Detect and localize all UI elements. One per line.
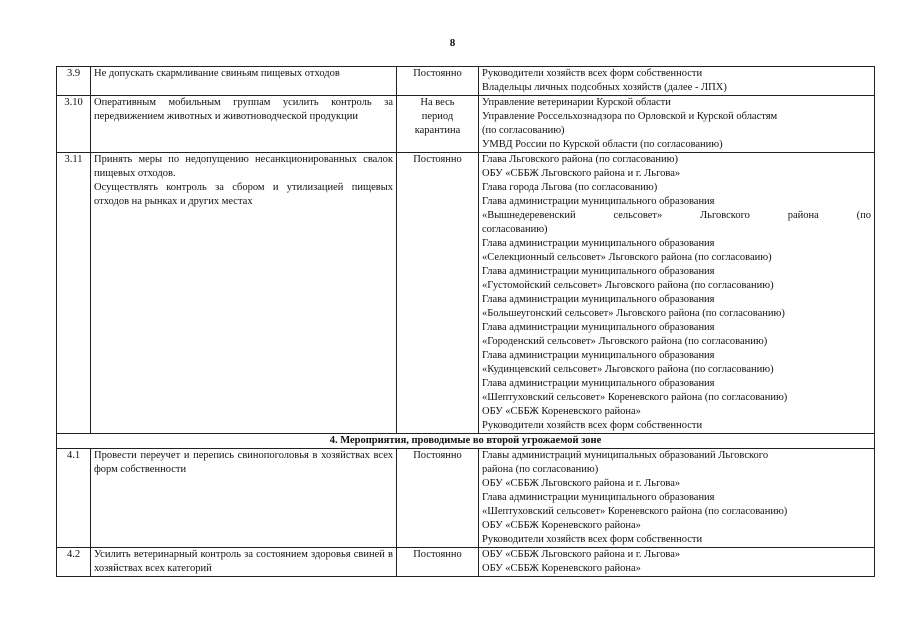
- action-cell: [91, 548, 397, 577]
- action-text: Провести переучет и перепись свинопоголовья в хозяйствах всех форм собственности: [94, 450, 393, 475]
- table-row: [57, 548, 875, 577]
- responsible-text: ОБУ «СББЖ Льговского района и г. Льгова»: [482, 478, 681, 489]
- responsible-text: ОБУ «СББЖ Кореневского района»: [482, 520, 641, 531]
- responsible-text: района (по согласованию): [482, 464, 599, 475]
- action-text: Усилить ветеринарный контроль за состоянием здоровья свиней в хозяйствах всех категорий: [94, 549, 393, 574]
- table-section-header: [57, 434, 875, 449]
- responsible-text: «Большеугонский сельсовет» Льговского района (по согласованию): [482, 308, 785, 319]
- table-row: [57, 449, 875, 548]
- responsible-text: Глава администрации муниципального образования: [482, 378, 715, 389]
- term-text: Постоянно: [413, 549, 462, 560]
- action-cell: [91, 449, 397, 548]
- responsible-cell: [479, 96, 875, 153]
- action-text: Не допускать скармливание свиньям пищевых отходов: [94, 68, 340, 79]
- responsible-text: «Густомойский сельсовет» Льговского района (по согласованию): [482, 280, 774, 291]
- responsible-cell: [479, 449, 875, 548]
- section-heading-row: [57, 434, 875, 449]
- table-body-section-4: [57, 449, 875, 577]
- term-text: карантина: [414, 125, 461, 136]
- row-number: 4.2: [57, 548, 91, 577]
- term-cell: [397, 67, 479, 96]
- term-text: На весь: [420, 97, 455, 108]
- row-number: 3.11: [57, 153, 91, 434]
- row-number: 3.9: [57, 67, 91, 96]
- row-number: 4.1: [57, 449, 91, 548]
- action-text: Осуществлять контроль за сбором и утилизацией пищевых отходов на рынках и других местах: [94, 182, 393, 207]
- responsible-text: (по согласованию): [482, 125, 565, 136]
- responsible-text: Руководители хозяйств всех форм собственности: [482, 534, 703, 545]
- responsible-text: ОБУ «СББЖ Кореневского района»: [482, 406, 641, 417]
- responsible-text: Глава администрации муниципального образования: [482, 196, 715, 207]
- responsible-cell: [479, 67, 875, 96]
- table-body-section-3: [57, 67, 875, 434]
- table-row: [57, 153, 875, 434]
- term-cell: [397, 449, 479, 548]
- responsible-text: Управление ветеринарии Курской области: [482, 97, 671, 108]
- responsible-text: Глава администрации муниципального образования: [482, 322, 715, 333]
- responsible-text: Управление Россельхознадзора по Орловской и Курской областям: [482, 111, 778, 122]
- table-row: [57, 67, 875, 96]
- table-row: [57, 96, 875, 153]
- responsible-text: Руководители хозяйств всех форм собственности: [482, 420, 703, 431]
- row-number: 3.10: [57, 96, 91, 153]
- responsible-text: УМВД России по Курской области (по согласованию): [482, 139, 723, 150]
- responsible-cell: [479, 153, 875, 434]
- term-text: Постоянно: [413, 68, 462, 79]
- page-number: 8: [449, 37, 456, 49]
- responsible-text: Глава города Льгова (по согласованию): [482, 182, 658, 193]
- action-cell: [91, 67, 397, 96]
- responsible-text: «Кудинцевский сельсовет» Льговского района (по согласованию): [482, 364, 774, 375]
- responsible-text: ОБУ «СББЖ Кореневского района»: [482, 563, 641, 574]
- responsible-text: Глава Льговского района (по согласованию): [482, 154, 679, 165]
- responsible-text: Глава администрации муниципального образования: [482, 238, 715, 249]
- action-cell: [91, 96, 397, 153]
- term-text: период: [421, 111, 454, 122]
- section-heading: 4. Мероприятия, проводимые во второй угрожаемой зоне: [57, 434, 875, 449]
- responsible-text: Глава администрации муниципального образования: [482, 266, 715, 277]
- term-text: Постоянно: [413, 154, 462, 165]
- action-cell: [91, 153, 397, 434]
- action-text: Принять меры по недопущению несанкционированных свалок пищевых отходов.: [94, 154, 393, 179]
- responsible-text: ОБУ «СББЖ Льговского района и г. Льгова»: [482, 168, 681, 179]
- term-cell: [397, 96, 479, 153]
- responsible-text: «Городенский сельсовет» Льговского района (по согласованию): [482, 336, 768, 347]
- responsible-cell: [479, 548, 875, 577]
- responsible-text: Руководители хозяйств всех форм собственности: [482, 68, 703, 79]
- responsible-text: Владельцы личных подсобных хозяйств (далее - ЛПХ): [482, 82, 727, 93]
- responsible-text: «Шептуховский сельсовет» Кореневского района (по согласованию): [482, 506, 788, 517]
- responsible-text: ОБУ «СББЖ Льговского района и г. Льгова»: [482, 549, 681, 560]
- responsible-text: «Шептуховский сельсовет» Кореневского района (по согласованию): [482, 392, 788, 403]
- responsible-text: Главы администраций муниципальных образований Льговского: [482, 450, 769, 461]
- responsible-text: Глава администрации муниципального образования: [482, 350, 715, 361]
- responsible-text: согласованию): [482, 224, 548, 235]
- responsible-text: «Селекционный сельсовет» Льговского района (по согласоваию): [482, 252, 772, 263]
- term-cell: [397, 153, 479, 434]
- measures-table: [56, 66, 875, 577]
- term-text: Постоянно: [413, 450, 462, 461]
- action-text: Оперативным мобильным группам усилить контроль за передвижением животных и животноводческой продукции: [94, 97, 393, 122]
- responsible-text: Глава администрации муниципального образования: [482, 492, 715, 503]
- responsible-text: Глава администрации муниципального образования: [482, 294, 715, 305]
- term-cell: [397, 548, 479, 577]
- responsible-text: «Вышнедеревенский сельсовет» Льговского района (по: [482, 210, 871, 221]
